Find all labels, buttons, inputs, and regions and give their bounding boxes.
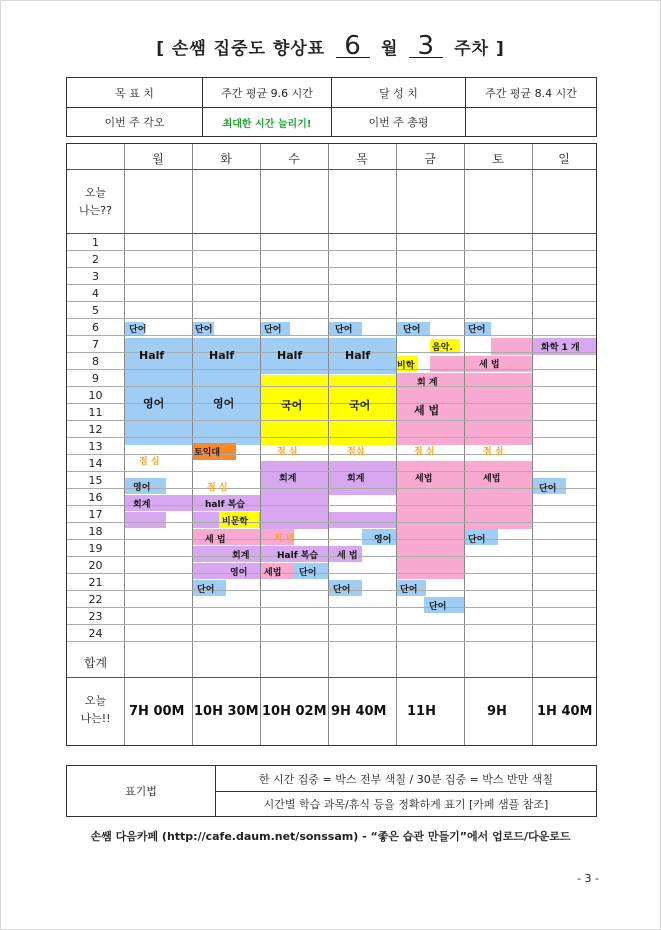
total-tue: 10H 30M (194, 704, 259, 719)
today-label: 오늘 나는?? (79, 186, 112, 217)
total-fri: 11H (407, 704, 436, 719)
note: 음악. (432, 343, 453, 353)
legend-line-1: 한 시간 집중 = 박스 전부 색칠 / 30분 집중 = 박스 반만 색칠 (258, 772, 554, 786)
note: 단어 (468, 325, 486, 335)
goal-value: 주간 평균 9.6 시간 (221, 86, 313, 100)
note: 회계 (232, 551, 250, 561)
note: 화학 1 개 (541, 343, 580, 353)
note: Half (277, 349, 303, 362)
note: 영어 (213, 397, 235, 410)
page-title (0, 31, 661, 61)
note: 영어 (374, 535, 392, 545)
total-mon: 7H 00M (129, 704, 185, 719)
legend-label: 표기법 (125, 785, 157, 798)
page-number: - 3 - (577, 872, 599, 885)
resolve-label: 이번 주 각오 (104, 116, 165, 129)
note: 세법 (264, 568, 282, 578)
note: 단어 (333, 585, 351, 595)
note: 세 법 (414, 404, 440, 417)
note: 영어 (230, 568, 248, 578)
legend-table (66, 765, 597, 817)
week-value: 3 (409, 35, 443, 58)
day-mon: 월 (152, 152, 164, 166)
note: 단어 (335, 325, 353, 335)
note: 세 법 (205, 535, 226, 545)
footer-text: 손쌤 다음카페 (http://cafe.daum.net/sonssam) - “좋은 습관 만들기”에서 업로드/다운로드 (90, 830, 571, 843)
note: 점 심 (414, 447, 435, 457)
note: 단어 (197, 585, 215, 595)
day-fri: 금 (424, 152, 436, 166)
hour-label: 14 (88, 457, 103, 470)
note: Half (345, 349, 371, 362)
study-grid (66, 143, 597, 746)
note: 단어 (400, 585, 418, 595)
note: 점심 (347, 447, 365, 457)
hour-label: 11 (88, 406, 103, 419)
hour-label: 17 (88, 508, 103, 521)
resolve-value: 최대한 시간 늘리기! (222, 118, 312, 130)
note: 토익대 (194, 448, 221, 458)
hour-label: 7 (92, 338, 99, 351)
note: 점 심 (207, 483, 228, 493)
note: 점 심 (139, 457, 160, 467)
note: 비문학 (222, 517, 249, 527)
review-value (466, 108, 596, 136)
note: 단어 (403, 325, 421, 335)
hour-label: 4 (92, 287, 99, 300)
note: Half 복습 (277, 551, 319, 561)
note: 세 법 (337, 551, 358, 561)
hour-label: 24 (88, 627, 103, 640)
hour-label: 9 (92, 372, 99, 385)
month-label: 월 (380, 39, 399, 59)
hour-label: 20 (88, 559, 103, 572)
hour-label: 1 (92, 236, 99, 249)
hour-label: 13 (88, 440, 103, 453)
hour-label: 15 (88, 474, 103, 487)
total-label: 합계 (83, 656, 108, 670)
note: 회 계 (417, 378, 438, 388)
month-value: 6 (336, 35, 370, 58)
hour-label: 23 (88, 610, 103, 623)
hour-label: 16 (88, 491, 103, 504)
note: 비학 (397, 361, 415, 371)
total-wed: 10H 02M (262, 704, 327, 719)
goal-label: 목 표 치 (115, 86, 154, 100)
hour-label: 5 (92, 304, 99, 317)
hour-label: 12 (88, 423, 103, 436)
note: 회계 (279, 474, 297, 484)
hour-label: 21 (88, 576, 103, 589)
title-prefix: [ 손쌤 집중도 향상표 (156, 39, 326, 59)
note: 국어 (349, 399, 371, 412)
title-suffix: 주차 ] (454, 39, 505, 59)
note: half 복습 (205, 500, 246, 510)
total-sat: 9H (487, 704, 507, 719)
day-tue: 화 (220, 152, 232, 166)
hour-label: 10 (88, 389, 103, 402)
hour-label: 2 (92, 253, 99, 266)
review-label: 이번 주 총평 (368, 116, 429, 129)
note: 세법 (483, 474, 501, 484)
note: 저 녁 (274, 534, 295, 544)
hour-label: 19 (88, 542, 103, 555)
note: 단어 (299, 568, 317, 578)
note: 점 심 (483, 447, 504, 457)
hour-label: 18 (88, 525, 103, 538)
note: 세 법 (479, 360, 500, 370)
note: Half (209, 349, 235, 362)
note: 단어 (264, 325, 282, 335)
note: 회계 (347, 474, 365, 484)
note: 단어 (429, 602, 447, 612)
note: 점 심 (277, 447, 298, 457)
achieve-label: 달 성 치 (379, 86, 418, 100)
hour-label: 6 (92, 321, 99, 334)
hour-label: 8 (92, 355, 99, 368)
day-wed: 수 (288, 152, 300, 166)
achieve-value: 주간 평균 8.4 시간 (485, 86, 577, 100)
note: 영어 (133, 483, 151, 493)
goal-table (66, 77, 597, 137)
note: 영어 (143, 397, 165, 410)
day-sun: 일 (558, 152, 570, 166)
day-sat: 토 (492, 152, 504, 166)
result-label: 오늘 나는!! (80, 694, 111, 725)
note: 단어 (539, 484, 557, 494)
total-thu: 9H 40M (331, 704, 387, 719)
note: 단어 (468, 535, 486, 545)
note: 단어 (195, 325, 213, 335)
day-thu: 목 (356, 152, 368, 166)
legend-line-2: 시간별 학습 과목/휴식 등을 정확하게 표기 [카페 샘플 참조] (263, 798, 549, 811)
note: 단어 (129, 325, 147, 335)
total-sun: 1H 40M (537, 704, 593, 719)
hour-label: 22 (88, 593, 103, 606)
note: 국어 (281, 399, 303, 412)
hour-label: 3 (92, 270, 99, 283)
note: 회계 (133, 500, 151, 510)
note: Half (139, 349, 165, 362)
note: 세법 (415, 474, 433, 484)
